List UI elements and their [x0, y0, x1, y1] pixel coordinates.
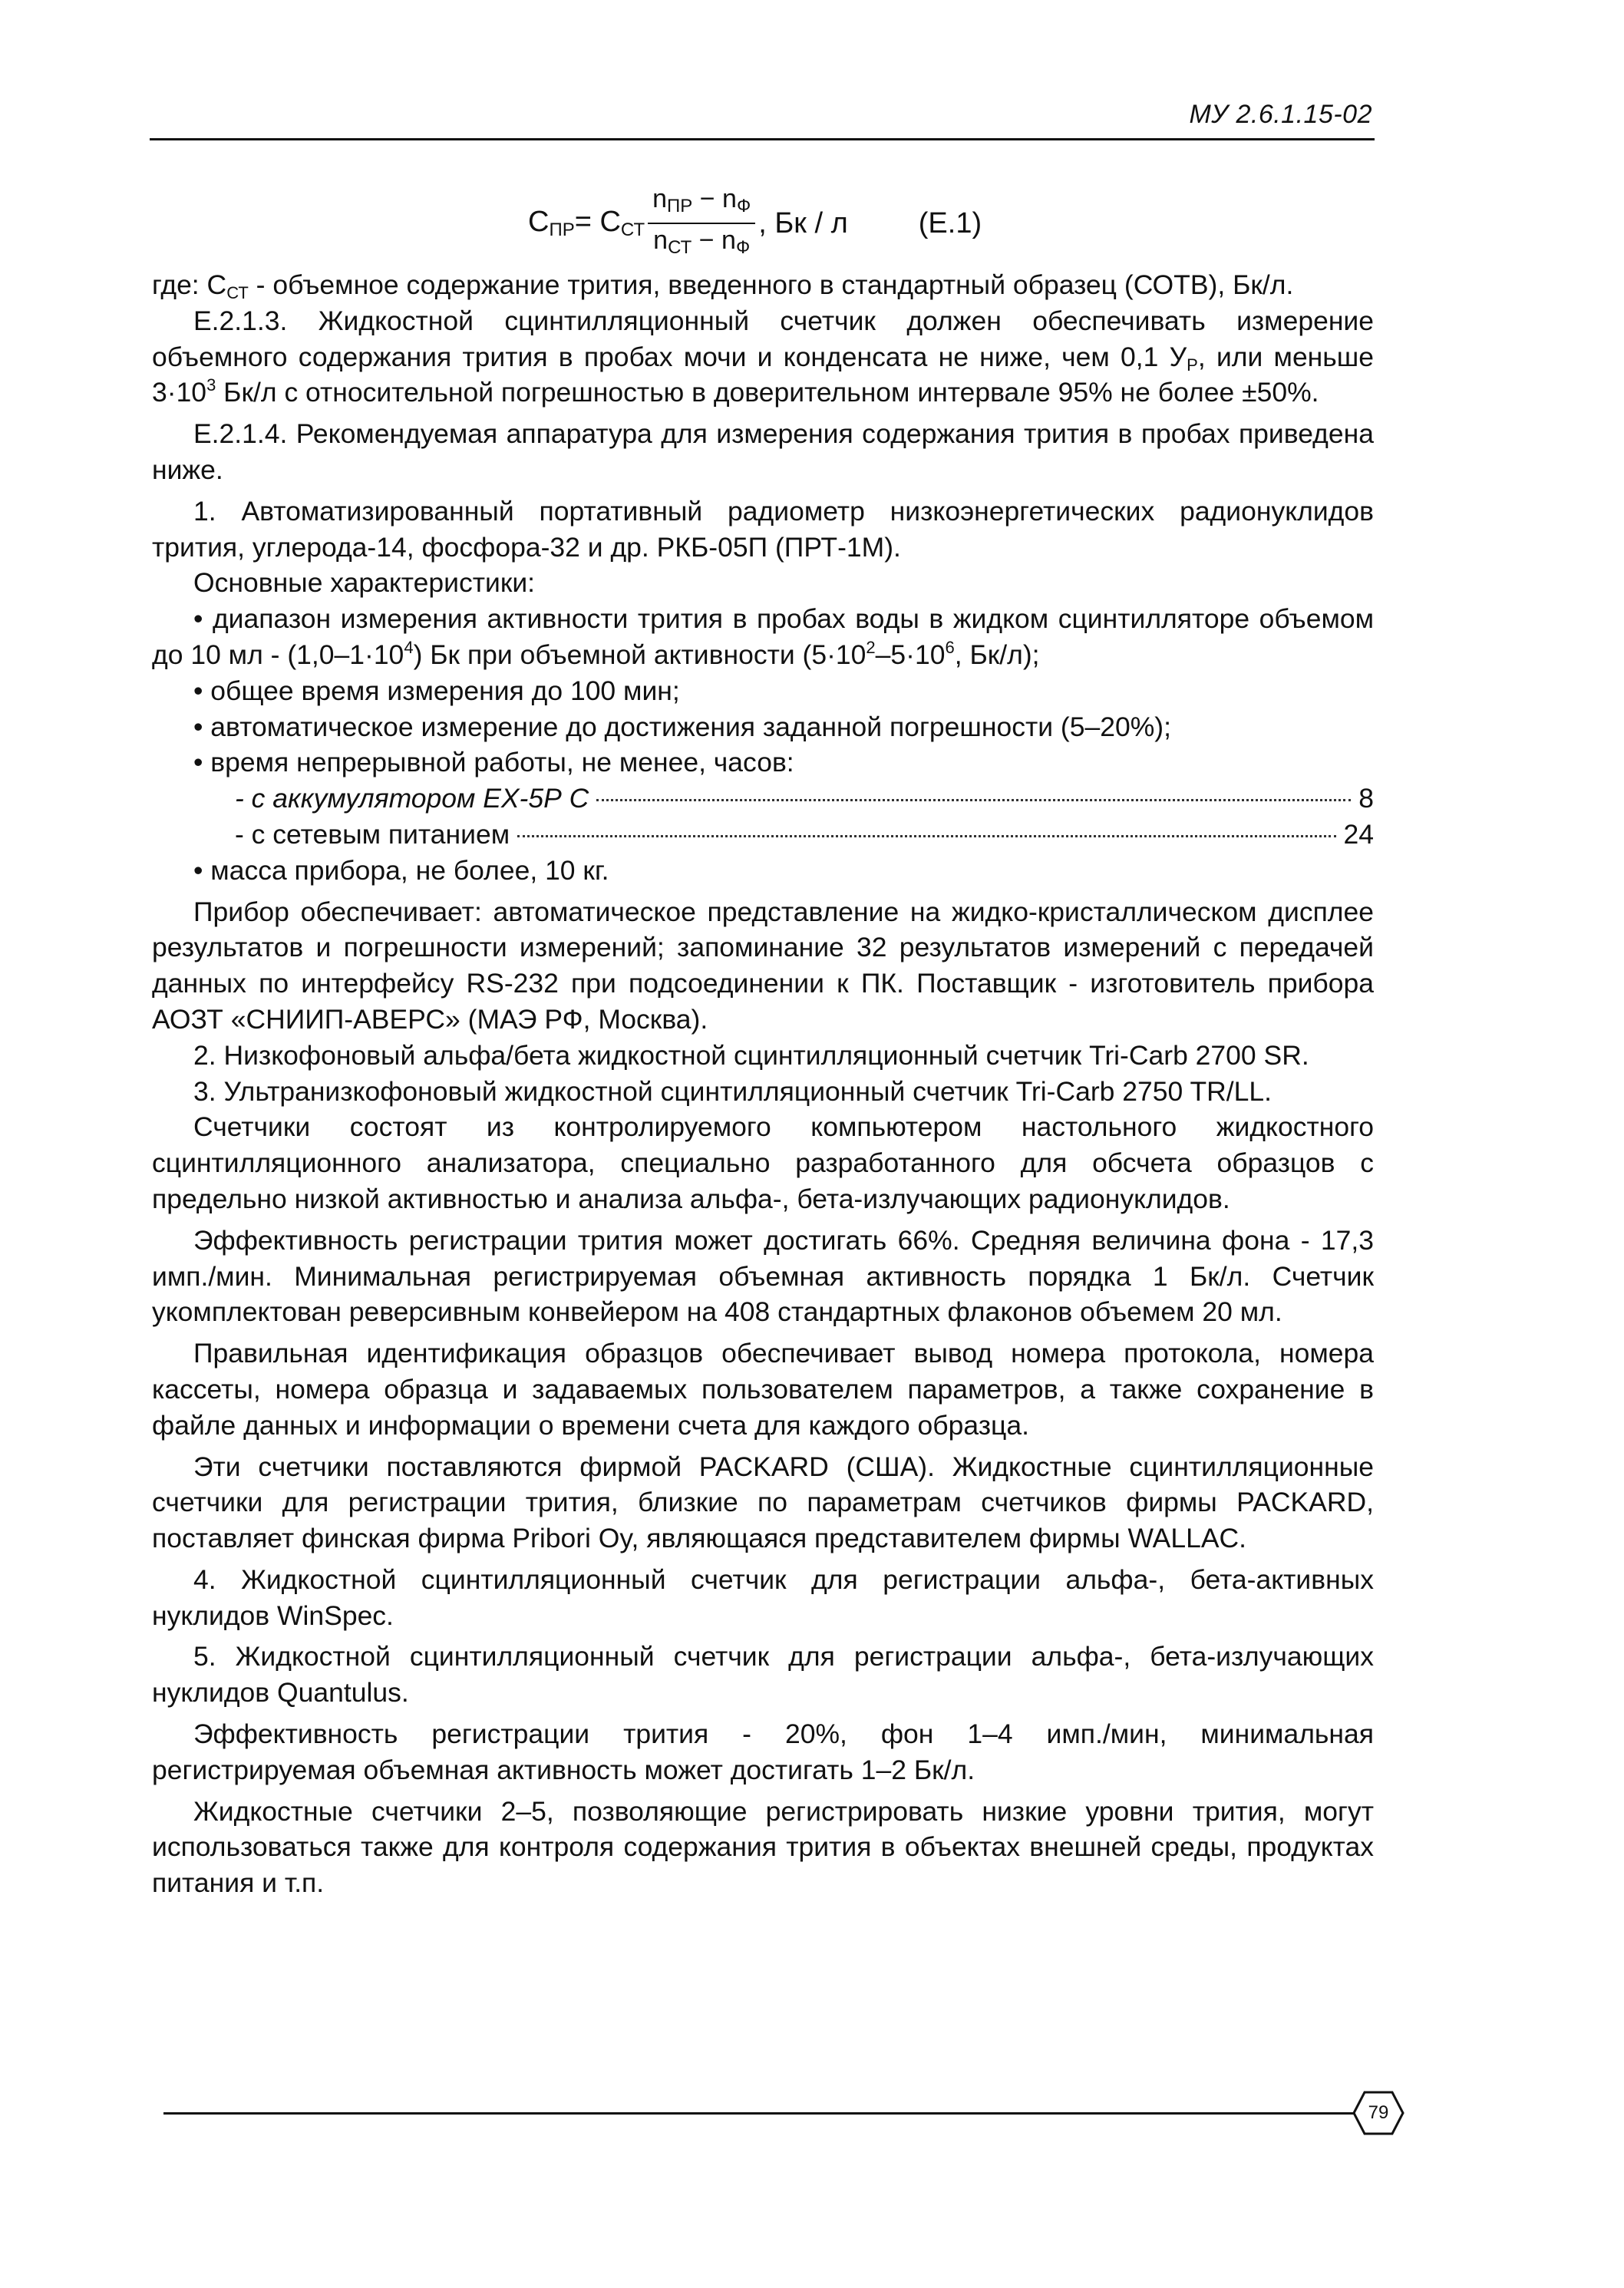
formula-lhs: $C_{ПР}$ [528, 206, 575, 240]
formula-coef: = $C_{СТ}$ [574, 206, 645, 240]
paragraph-counters-2-5: Жидкостные счетчики 2–5, позволяющие регистрировать низкие уровни трития, могут использоваться также для контроля содержания трития в объектах внешней среды, продуктах питания и т.п. [152, 1795, 1374, 1899]
formula-denominator: $n_{СТ} - n_Ф$ [653, 226, 751, 258]
leader-label: - с аккумулятором ЕХ-5Р С [235, 783, 589, 814]
leader-row-mains [152, 817, 1374, 853]
leader-value: 24 [1343, 818, 1374, 850]
footer-divider [163, 2112, 1357, 2115]
formula-e1 [528, 183, 982, 264]
list-item-5: 5. Жидкостной сцинтилляционный счетчик для регистрации альфа-, бета-излучающих нуклидов Quantulus. [152, 1641, 1374, 1709]
paragraph-identification: Правильная идентификация образцов обеспечивает вывод номера протокола, номера кассеты, номера образца и задаваемых пользователем параметров, а также сохранение в файле данных и информации о времени счета для каждого образца. [152, 1338, 1374, 1441]
leader-row-battery [152, 781, 1374, 817]
formula-numerator: $n_{ПР} - n_Ф$ [648, 183, 755, 224]
list-item-2: 2. Низкофоновый альфа/бета жидкостной сцинтилляционный счетчик Tri-Carb 2700 SR. [193, 1039, 1309, 1071]
leader-dots [517, 835, 1335, 837]
page-number-badge [1351, 2088, 1406, 2138]
formula-fraction [648, 183, 755, 264]
leader-dots [596, 799, 1351, 801]
where-definition: где: $С_{СТ}$ - объемное содержание трития, введенного в стандартный образец (СОТВ), Бк/л. [152, 269, 1294, 302]
leader-value: 8 [1358, 783, 1374, 814]
paragraph-e213: Е.2.1.3. Жидкостной сцинтилляционный счетчик должен обеспечивать измерение объемного содержания трития в пробах мочи и конденсата не ниже, чем 0,1 $У_Р$, или меньше $3\cdot 10^3$ Бк/л с относительной погрешностью в доверительном интервале 95% не более ±50%. [152, 305, 1375, 408]
main-characteristics-heading: Основные характеристики: [193, 567, 536, 599]
bullet-continuous-operation: • время непрерывной работы, не менее, часов: [193, 747, 794, 778]
document-code: МУ 2.6.1.15-02 [1189, 100, 1372, 129]
paragraph-efficiency-1: Эффективность регистрации трития может достигать 66%. Средняя величина фона - 17,3 имп./мин. Минимальная регистрируемая объемная активность порядка 1 Бк/л. Счетчик укомплектован реверсивным конвейером на 408 стандартных флаконов объемем 20 мл. [152, 1224, 1374, 1328]
paragraph-supplied-by: Эти счетчики поставляются фирмой PACKARD (США). Жидкостные сцинтилляционные счетчики для регистрации трития, близкие по параметрам счетчиков фирмы PACKARD, поставляет финская фирма Pribori Oy, являющаяся представителем фирмы WALLAC. [152, 1451, 1374, 1554]
header-divider [150, 138, 1375, 140]
formula-number: (Е.1) [918, 206, 982, 239]
paragraph-device-provides: Прибор обеспечивает: автоматическое представление на жидко-кристаллическом дисплее результатов и погрешности измерений; запоминание 32 результатов измерений с передачей данных по интерфейсу RS-232 при подсоединении к ПК. Поставщик - изготовитель прибора АОЗТ «СНИИП-АВЕРС» (МАЭ РФ, Москва). [152, 896, 1374, 1035]
document-body [152, 267, 1374, 1901]
list-item-1: 1. Автоматизированный портативный радиометр низкоэнергетических радионуклидов трития, углерода-14, фосфора-32 и др. РКБ-05П (ПРТ-1М). [152, 495, 1374, 563]
leader-label: - с сетевым питанием [235, 818, 510, 850]
bullet-measure-time: • общее время измерения до 100 мин; [193, 675, 680, 706]
bullet-auto-measure: • автоматическое измерение до достижения заданной погрешности (5–20%); [193, 711, 1171, 742]
paragraph-e214: Е.2.1.4. Рекомендуемая аппаратура для измерения содержания трития в пробах приведена ниже. [152, 418, 1374, 485]
bullet-range: • диапазон измерения активности трития в пробах воды в жидком сцинтилляторе объемом до 10 мл - $(1,0-1\cdot 10^4)$ Бк при объемной активности ($5\cdot 10^2-5\cdot 10^6$, Бк/л); [152, 603, 1374, 670]
list-item-3: 3. Ультранизкофоновый жидкостной сцинтилляционный счетчик Tri-Carb 2750 TR/LL. [193, 1075, 1272, 1107]
page-number: 79 [1368, 2102, 1389, 2123]
paragraph-counters-consist: Счетчики состоят из контролируемого компьютером настольного жидкостного сцинтилляционного анализатора, специально разработанного для обсчета образцов с предельно низкой активностью и анализа альфа-, бета-излучающих радионуклидов. [152, 1111, 1374, 1214]
bullet-mass: • масса прибора, не более, 10 кг. [193, 854, 609, 886]
paragraph-efficiency-2: Эффективность регистрации трития - 20%, фон 1–4 имп./мин, минимальная регистрируемая объемная активность может достигать 1–2 Бк/л. [152, 1718, 1374, 1785]
list-item-4: 4. Жидкостной сцинтилляционный счетчик для регистрации альфа-, бета-активных нуклидов WinSpec. [152, 1563, 1374, 1631]
formula-unit: , Бк / л [758, 206, 848, 239]
